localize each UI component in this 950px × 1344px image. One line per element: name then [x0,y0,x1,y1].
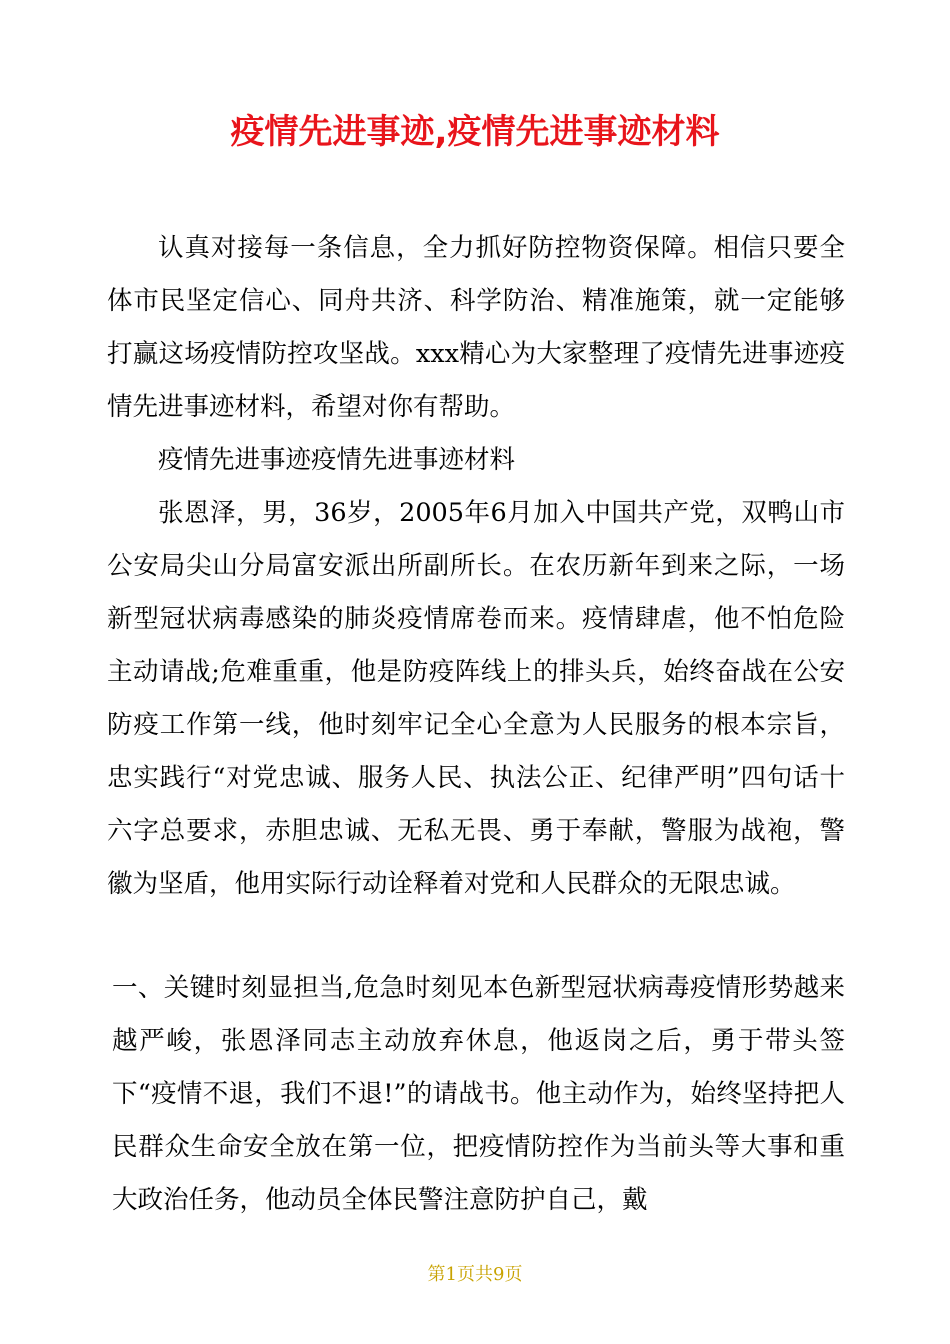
section-one-paragraph: 一、关键时刻显担当,危急时刻见本色新型冠状病毒疫情形势越来越严峻，张恩泽同志主动放弃休息，他返岗之后，勇于带头签下“疫情不退，我们不退!”的请战书。他主动作为，始终坚持把人民群众生命安全放在第一位，把疫情防控作为当前头等大事和重大政治任务，他动员全体民警注意防护自己，戴 [112,973,845,1215]
intro-paragraph: 认真对接每一条信息，全力抓好防控物资保障。相信只要全体市民坚定信心、同舟共济、科学防治、精准施策，就一定能够打赢这场疫情防控攻坚战。xxx精心为大家整理了疫情先进事迹疫情先进事迹材料，希望对你有帮助。 [107,233,845,422]
page-footer: 第1页共9页 [427,1264,523,1285]
profile-paragraph: 张恩泽，男，36岁，2005年6月加入中国共产党，双鸭山市公安局尖山分局富安派出所副所长。在农历新年到来之际，一场新型冠状病毒感染的肺炎疫情席卷而来。疫情肆虐，他不怕危险主动请战;危难重重，他是防疫阵线上的排头兵，始终奋战在公安防疫工作第一线，他时刻牢记全心全意为人民服务的根本宗旨，忠实践行“对党忠诚、服务人民、执法公正、纪律严明”四句话十六字总要求，赤胆忠诚、无私无畏、勇于奉献，警服为战袍，警徽为坚盾，他用实际行动诠释着对党和人民群众的无限忠诚。 [107,498,845,899]
subtitle-paragraph: 疫情先进事迹疫情先进事迹材料 [158,445,516,475]
document-body [107,222,845,911]
document-title: 疫情先进事迹,疫情先进事迹材料 [230,112,720,152]
